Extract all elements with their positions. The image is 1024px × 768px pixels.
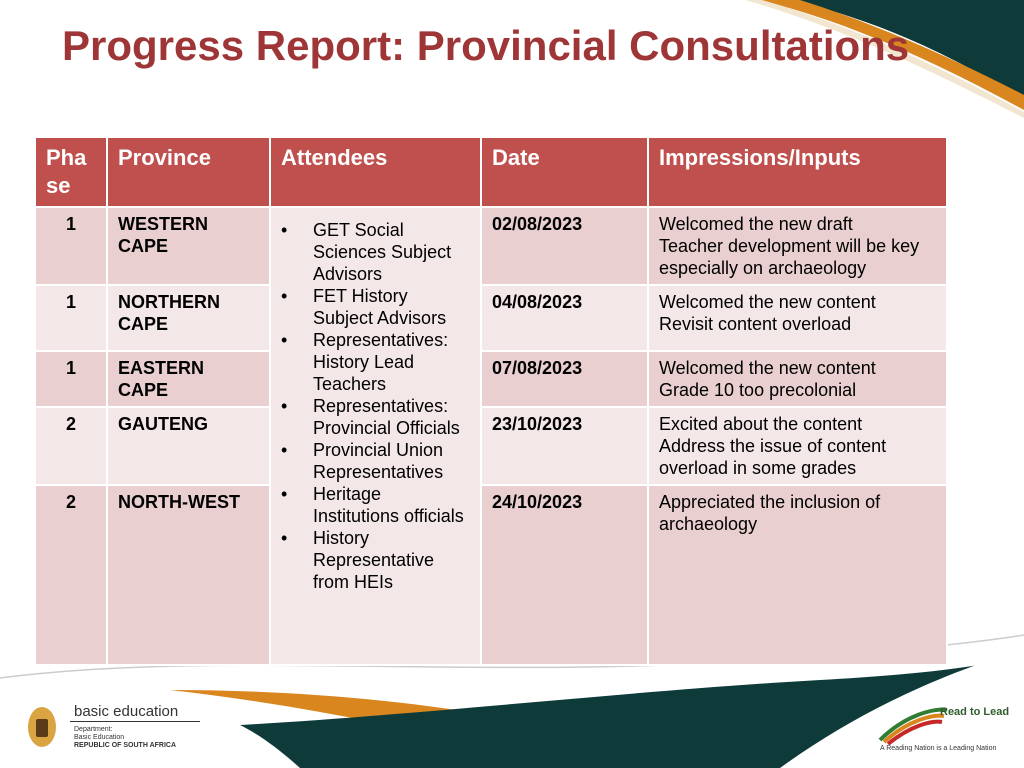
date-cell: 04/08/2023: [481, 285, 648, 351]
date-cell: 24/10/2023: [481, 485, 648, 665]
list-item: • Provincial Union Representatives: [281, 440, 444, 482]
shield-icon: [36, 719, 48, 737]
phase-cell: 1: [35, 285, 107, 351]
dbe-name: basic education: [74, 703, 179, 720]
table-row: [35, 485, 947, 665]
attendees-cell: [270, 207, 481, 665]
impressions-cell: Excited about the content Address the issue of content overload in some grades: [648, 407, 947, 485]
header-date: Date: [481, 137, 648, 207]
province-cell: WESTERN CAPE: [107, 207, 270, 285]
bullet-icon: •: [281, 528, 288, 548]
consultation-table: [34, 136, 948, 666]
list-item: • History Representative from HEIs: [281, 528, 435, 592]
attendees-list: [281, 219, 470, 593]
impressions-cell: Welcomed the new content Grade 10 too precolonial: [648, 351, 947, 407]
dbe-text: basic education Department: Basic Education REPUBLIC OF SOUTH AFRICA: [74, 703, 179, 749]
list-item: • Representatives: Provincial Officials: [281, 396, 460, 438]
list-item: • Heritage Institutions officials: [281, 484, 464, 526]
read-to-lead-title: Read to Lead: [940, 706, 1010, 718]
list-item: • FET History Subject Advisors: [281, 286, 447, 328]
impressions-cell: Welcomed the new draft Teacher development will be key especially on archaeology: [648, 207, 947, 285]
header-impressions: Impressions/Inputs: [648, 137, 947, 207]
date-cell: 07/08/2023: [481, 351, 648, 407]
bullet-icon: •: [281, 396, 288, 416]
list-item: • GET Social Sciences Subject Advisors: [281, 220, 452, 284]
page-title: Progress Report: Provincial Consultations: [62, 22, 910, 69]
date-cell: 23/10/2023: [481, 407, 648, 485]
table-row: [35, 407, 947, 485]
impressions-cell: Appreciated the inclusion of archaeology: [648, 485, 947, 665]
phase-cell: 1: [35, 351, 107, 407]
phase-cell: 2: [35, 407, 107, 485]
table-row: [35, 285, 947, 351]
table-row: [35, 351, 947, 407]
province-cell: NORTH-WEST: [107, 485, 270, 665]
impressions-cell: Welcomed the new content Revisit content overload: [648, 285, 947, 351]
province-cell: NORTHERN CAPE: [107, 285, 270, 351]
list-item: • Representatives: History Lead Teachers: [281, 330, 449, 394]
table-row: [35, 207, 947, 285]
phase-cell: 2: [35, 485, 107, 665]
bullet-icon: •: [281, 286, 288, 306]
table-header-row: [35, 137, 947, 207]
bullet-icon: •: [281, 440, 288, 460]
province-cell: GAUTENG: [107, 407, 270, 485]
province-cell: EASTERN CAPE: [107, 351, 270, 407]
bullet-icon: •: [281, 220, 288, 240]
read-to-lead-tagline: A Reading Nation is a Leading Nation: [880, 745, 997, 752]
phase-cell: 1: [35, 207, 107, 285]
header-attendees: Attendees: [270, 137, 481, 207]
header-province: Province: [107, 137, 270, 207]
bullet-icon: •: [281, 330, 288, 350]
bullet-icon: •: [281, 484, 288, 504]
header-phase: Pha se: [35, 137, 107, 207]
date-cell: 02/08/2023: [481, 207, 648, 285]
